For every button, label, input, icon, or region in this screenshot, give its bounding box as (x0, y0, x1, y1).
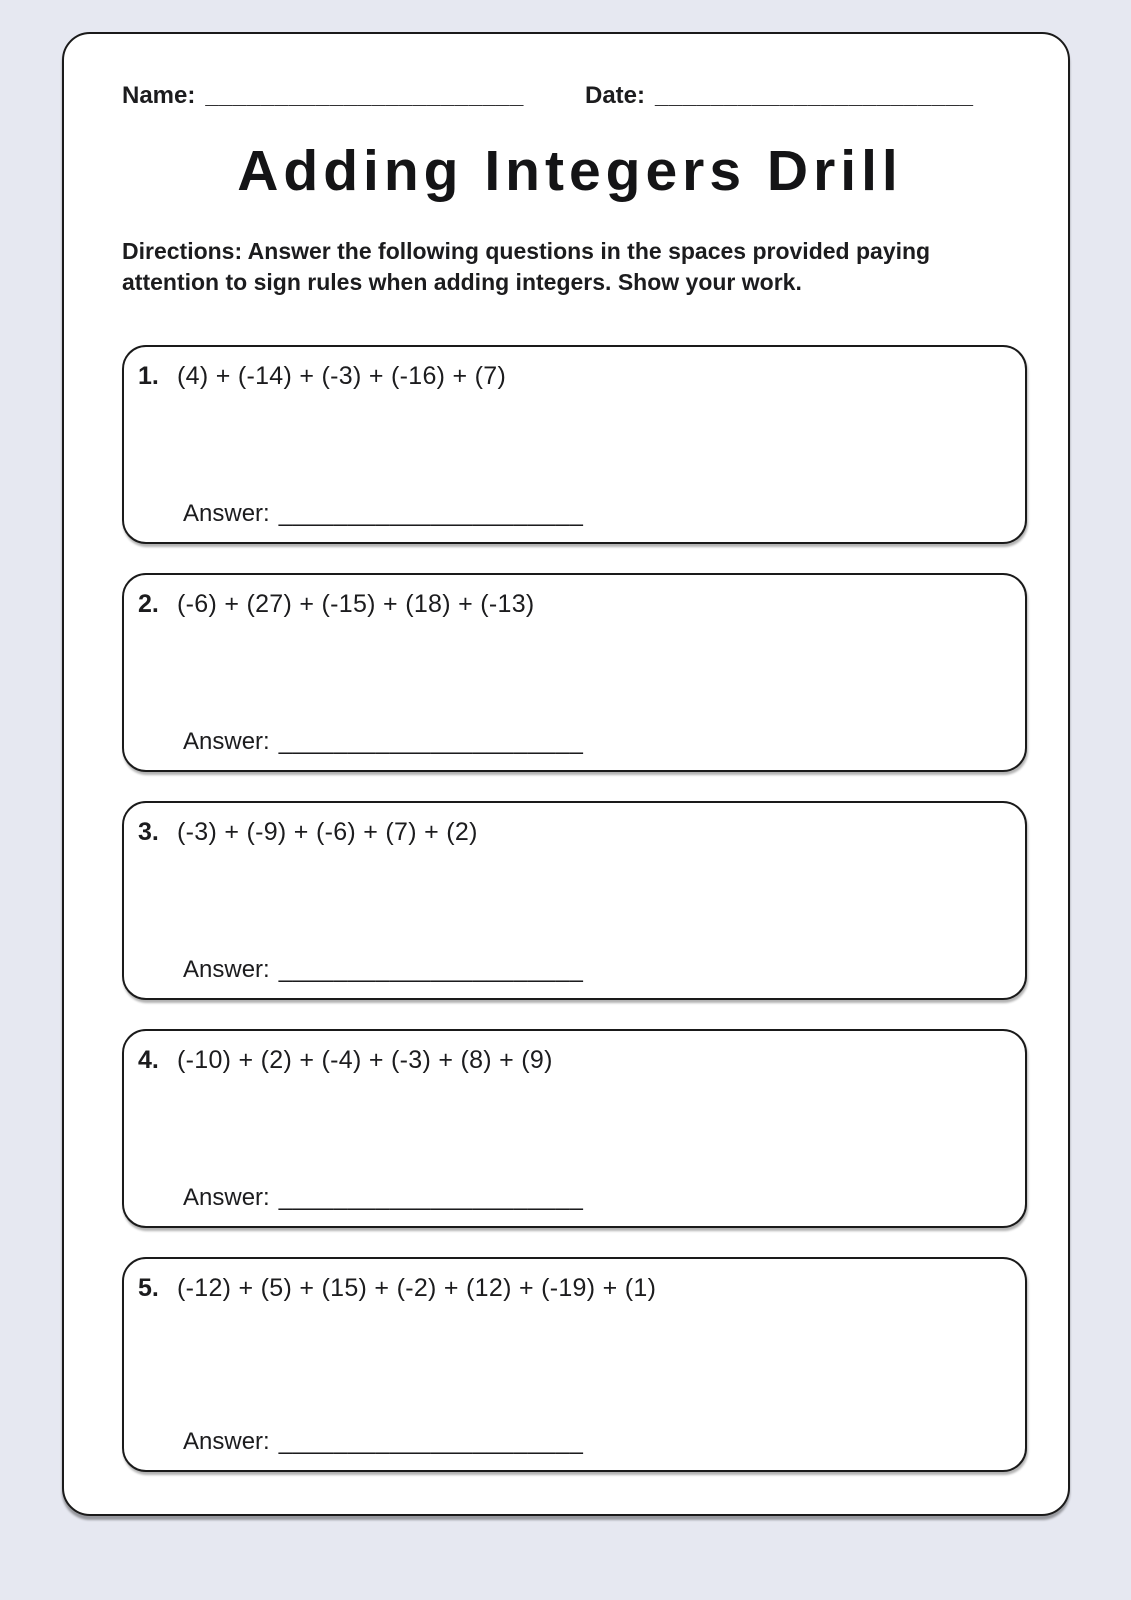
question-number: 2. (138, 590, 159, 618)
directions-line-1: Directions: Answer the following questions in the spaces provided paying (122, 238, 931, 264)
answer-row (183, 500, 583, 528)
question-number: 1. (138, 362, 159, 390)
date-label: Date: (585, 82, 646, 109)
answer-label: Answer: (183, 500, 270, 527)
question-expression: (-10) + (2) + (-4) + (-3) + (8) + (9) (177, 1046, 553, 1074)
answer-blank-line: ______________________ (278, 728, 584, 755)
question-expression: (-12) + (5) + (15) + (-2) + (12) + (-19) + (1) (177, 1274, 657, 1302)
answer-row (183, 956, 583, 984)
page-title: Adding Integers Drill (237, 139, 903, 203)
question-number: 4. (138, 1046, 159, 1074)
answer-label: Answer: (183, 1428, 270, 1455)
question-row (138, 359, 1005, 393)
answer-label: Answer: (183, 728, 270, 755)
answer-row (183, 728, 583, 756)
question-number: 5. (138, 1274, 159, 1302)
question-box (122, 573, 1027, 772)
question-row (138, 587, 1005, 621)
answer-row (183, 1428, 583, 1456)
question-box (122, 1257, 1027, 1472)
answer-blank-line: ______________________ (278, 1428, 584, 1455)
answer-label: Answer: (183, 1184, 270, 1211)
question-row (138, 1271, 1005, 1305)
answer-blank-line: ______________________ (278, 500, 584, 527)
date-field (585, 82, 974, 110)
answer-label: Answer: (183, 956, 270, 983)
questions (122, 345, 1018, 1472)
date-blank-line: _______________________ (655, 82, 974, 109)
question-box (122, 801, 1027, 1000)
name-blank-line: _______________________ (205, 82, 524, 109)
directions-line-2: attention to sign rules when adding integers. Show your work. (122, 269, 802, 295)
answer-blank-line: ______________________ (278, 1184, 584, 1211)
answer-blank-line: ______________________ (278, 956, 584, 983)
name-label: Name: (122, 82, 196, 109)
worksheet-card (62, 32, 1070, 1516)
question-row (138, 1043, 1005, 1077)
header-row (122, 82, 1018, 110)
answer-row (183, 1184, 583, 1212)
question-expression: (-3) + (-9) + (-6) + (7) + (2) (177, 818, 478, 846)
question-row (138, 815, 1005, 849)
question-box (122, 1029, 1027, 1228)
question-number: 3. (138, 818, 159, 846)
question-expression: (-6) + (27) + (-15) + (18) + (-13) (177, 590, 535, 618)
name-field (122, 82, 585, 110)
directions-text (122, 236, 1018, 298)
question-expression: (4) + (-14) + (-3) + (-16) + (7) (177, 362, 507, 390)
question-box (122, 345, 1027, 544)
